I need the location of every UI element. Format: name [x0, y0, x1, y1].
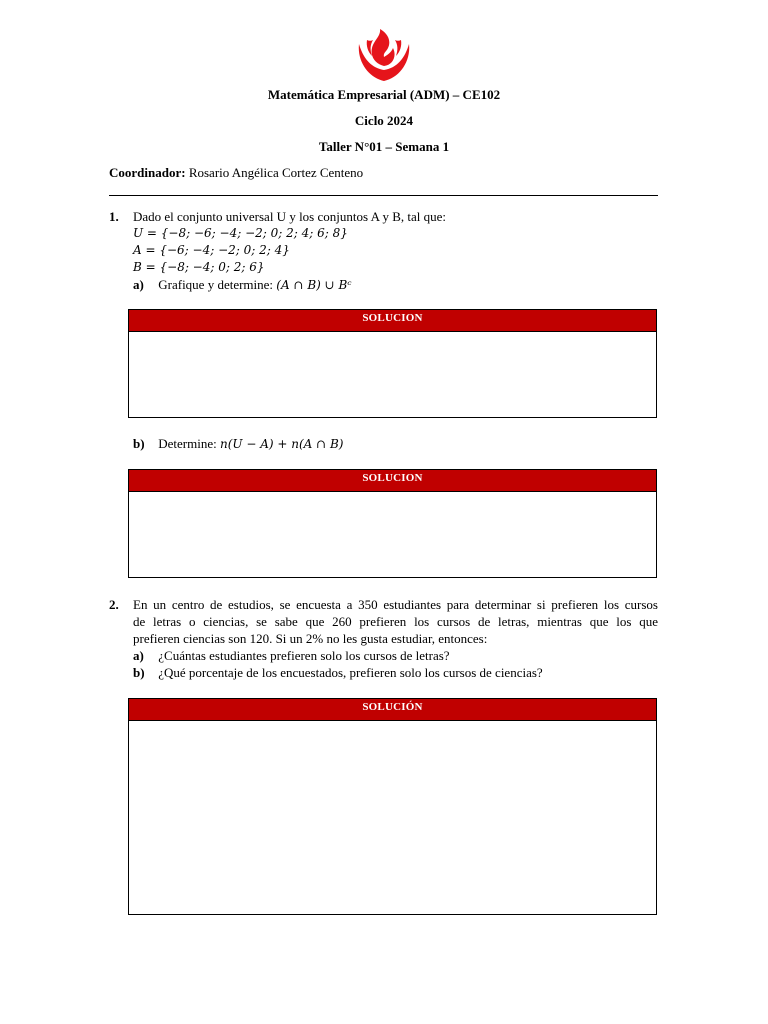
question-1b-expression: n(U − A) + n(A ∩ B): [219, 437, 344, 451]
solution-header-1b: SOLUCION: [129, 470, 656, 492]
solution-header-2: SOLUCIÓN: [129, 699, 656, 721]
logo-flame-right: [395, 40, 401, 56]
university-logo: [353, 26, 415, 84]
header-divider: [109, 195, 658, 196]
question-1a-expression: (A ∩ B) ∪ Bᶜ: [276, 278, 352, 292]
question-2b-text: ¿Qué porcentaje de los encuestados, prefieren solo los cursos de ciencias?: [158, 665, 543, 680]
solution-box-1a[interactable]: [128, 309, 657, 418]
question-2-line-1: En un centro de estudios, se encuesta a 350 estudiantes para determinar si prefieren los cursos: [133, 597, 658, 612]
question-2b-label: b): [133, 665, 145, 680]
question-1a-text: Grafique y determine:: [158, 277, 274, 292]
set-a: A = {−6; −4; −2; 0; 2; 4}: [133, 243, 290, 257]
coordinator-line: [109, 165, 363, 181]
solution-header-1a: SOLUCION: [129, 310, 656, 332]
question-1b-text: Determine:: [158, 436, 217, 451]
question-2-line-3: prefieren ciencias son 120. Si un 2% no les gusta estudiar, entonces:: [133, 631, 488, 646]
coordinator-label: Coordinador:: [109, 165, 186, 180]
solution-box-2[interactable]: [128, 698, 657, 915]
question-2a: [133, 648, 450, 664]
question-2a-label: a): [133, 648, 144, 663]
question-1a-label: a): [133, 277, 144, 292]
set-u: U = {−8; −6; −4; −2; 0; 2; 4; 6; 8}: [133, 226, 348, 240]
logo-inner-flame: [372, 29, 395, 66]
question-1a: [133, 277, 352, 293]
question-1b-label: b): [133, 436, 145, 451]
workshop-title: Taller N°01 – Semana 1: [318, 139, 450, 154]
coordinator-name: Rosario Angélica Cortez Centeno: [188, 165, 364, 180]
question-2-line-2: de letras o ciencias, se sabe que 260 prefieren los cursos de letras, mientras que los que: [133, 614, 658, 629]
question-2a-text: ¿Cuántas estudiantes prefieren solo los cursos de letras?: [158, 648, 450, 663]
question-1-statement: Dado el conjunto universal U y los conjuntos A y B, tal que:: [133, 209, 447, 224]
course-title: Matemática Empresarial (ADM) – CE102: [267, 87, 501, 102]
question-2-number: 2.: [109, 597, 119, 612]
solution-box-1b[interactable]: [128, 469, 657, 578]
set-b: B = {−8; −4; 0; 2; 6}: [133, 260, 265, 274]
question-2b: [133, 665, 543, 681]
question-1-number: 1.: [109, 209, 119, 224]
question-1b: [133, 436, 343, 452]
cycle-title: Ciclo 2024: [354, 113, 414, 128]
